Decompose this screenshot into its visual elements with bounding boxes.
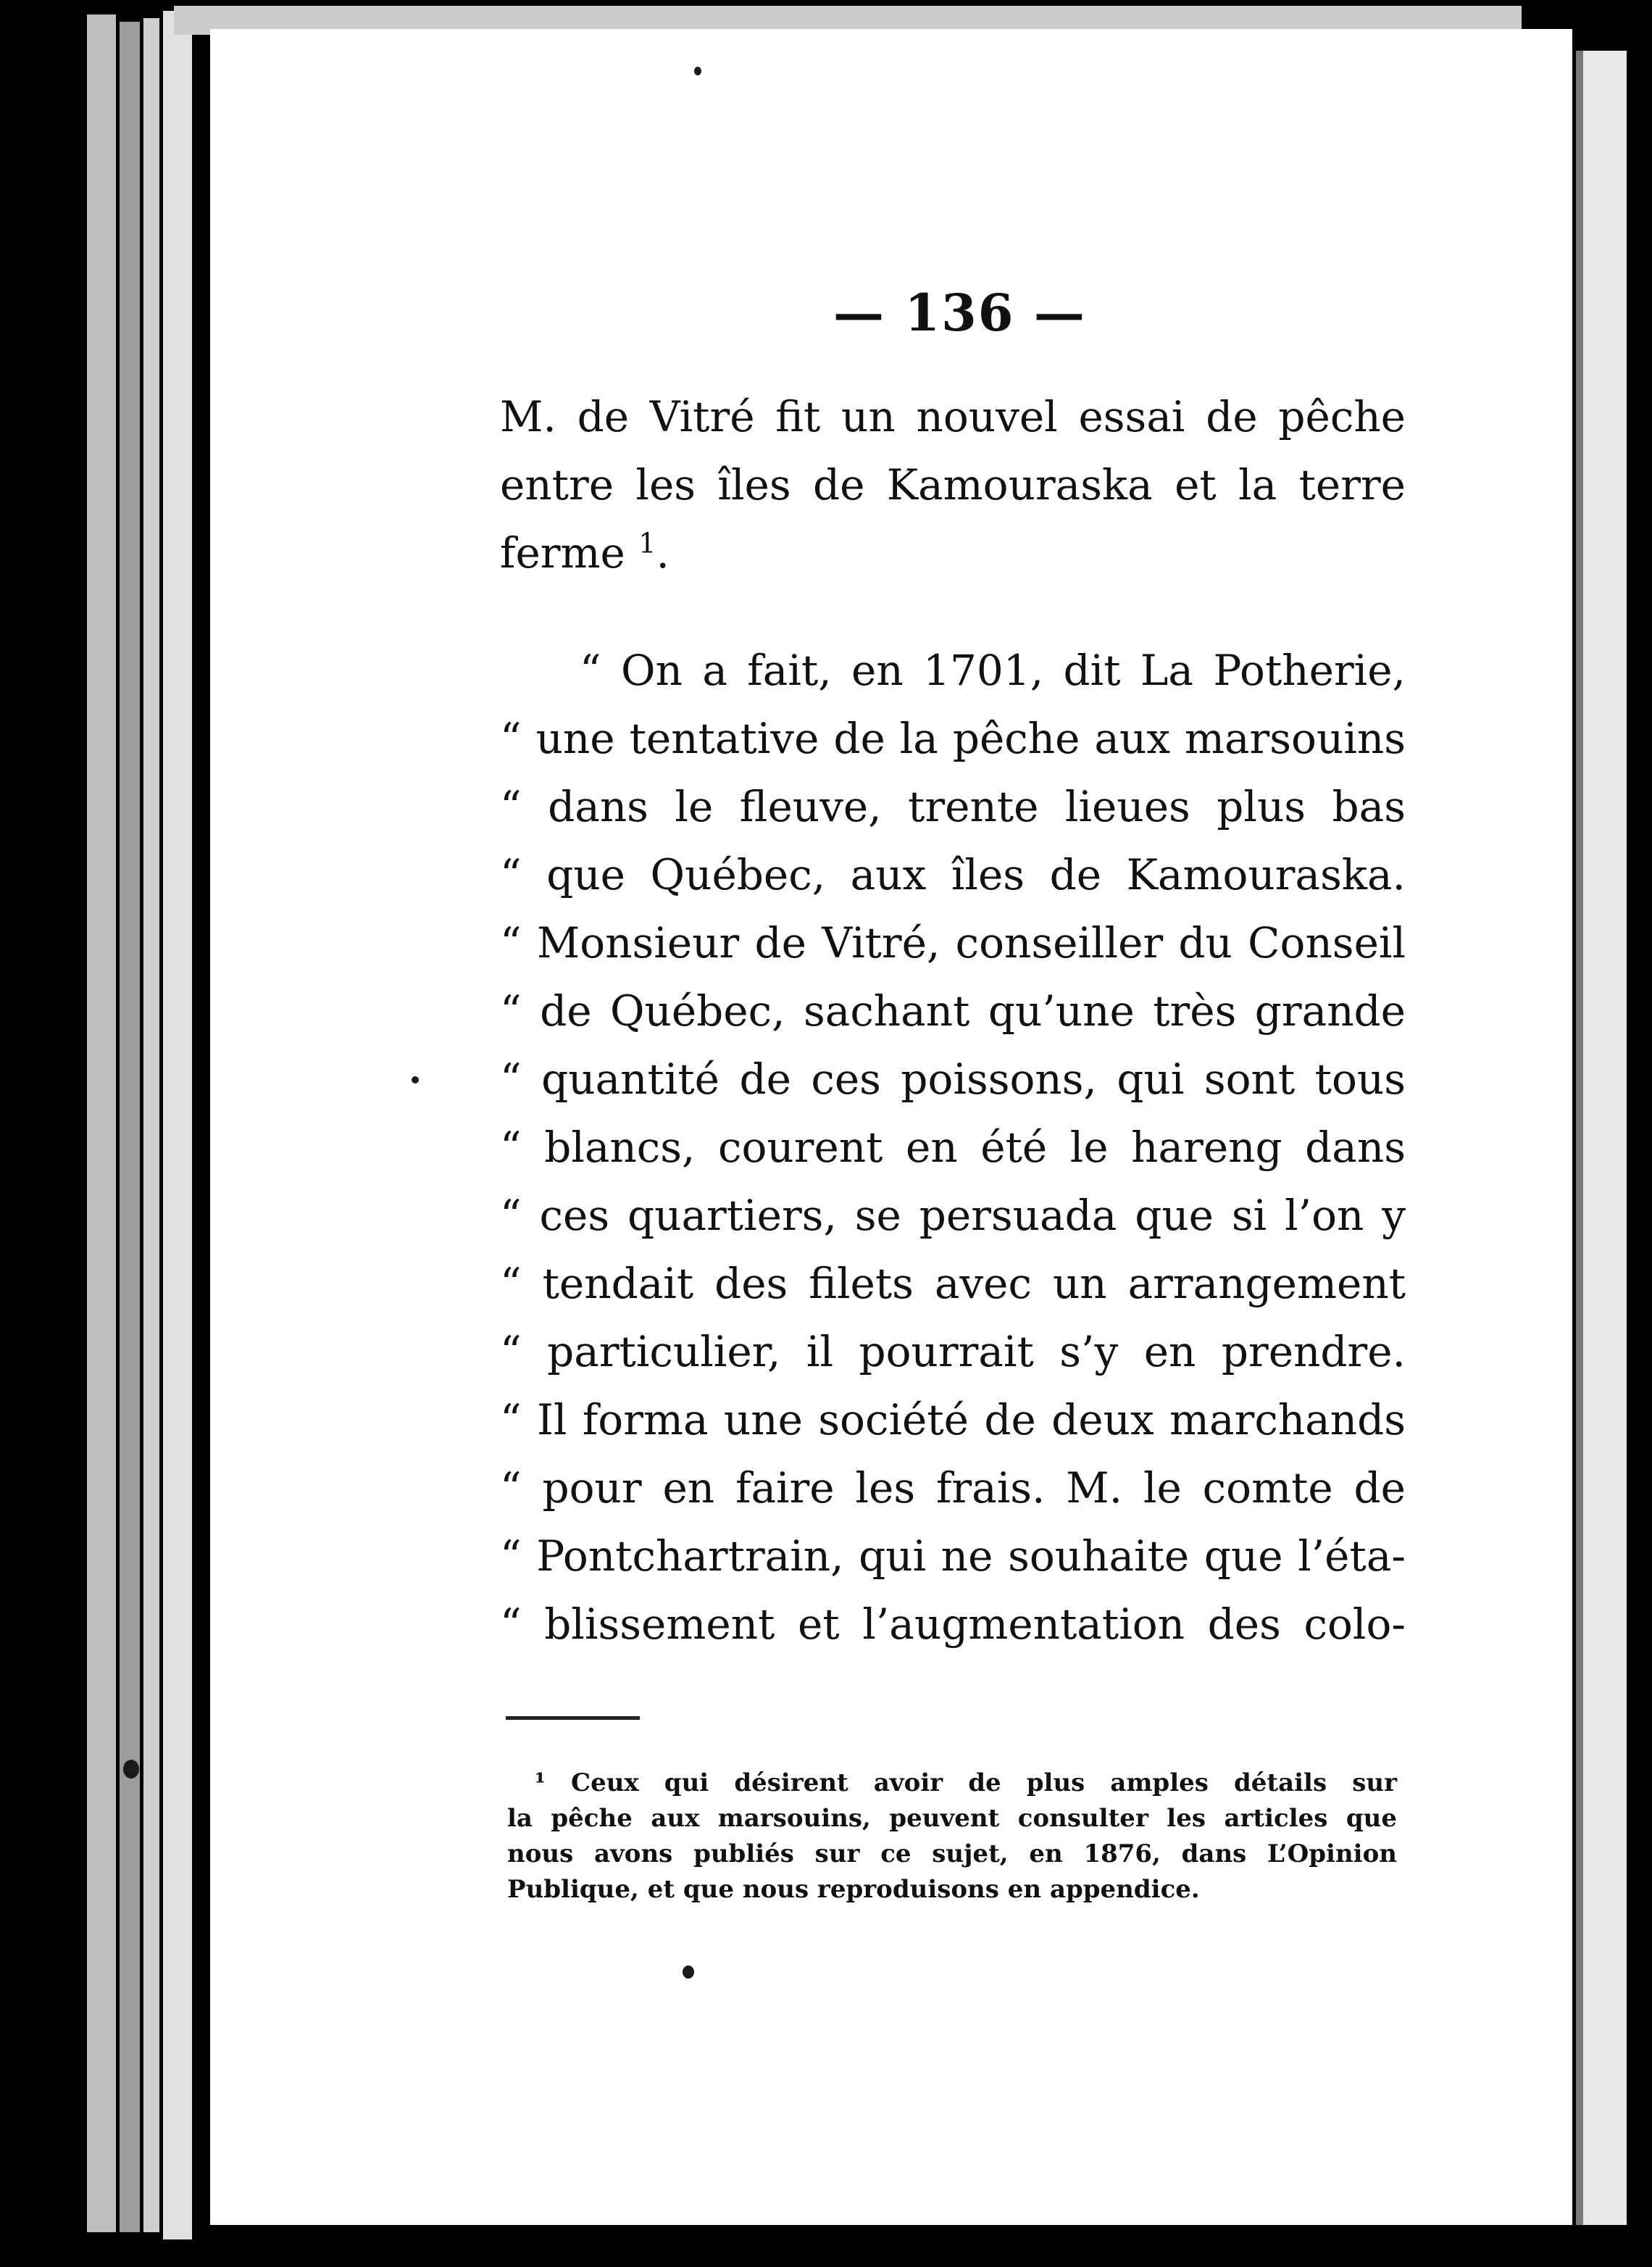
page-number: — 136 — [833,283,1086,343]
footnote-line: Publique, et que nous reproduisons en appendice. [507,1875,1200,1904]
speck [123,1760,139,1779]
text-line: “ tendait des filets avec un arrangement [500,1259,1406,1308]
text-line: “ une tentative de la pêche aux marsouins [500,714,1406,763]
footnote [507,1765,1397,1908]
text-line: “ que Québec, aux îles de Kamouraska. [500,850,1406,899]
text-line: “ Il forma une société de deux marchands [500,1395,1406,1444]
facing-page [1583,51,1627,2225]
footnote-line: la pêche aux marsouins, peuvent consulter les articles que [507,1804,1397,1833]
body-text [500,383,1406,1658]
footnote-line: nous avons publiés sur ce sujet, en 1876, dans L’Opinion [507,1839,1397,1868]
text-line: “ particulier, il pourrait s’y en prendre. [500,1327,1406,1376]
footnote-marker: ¹ [535,1768,546,1797]
text-line: “ blancs, courent en été le hareng dans [500,1123,1406,1172]
speck [412,1076,419,1083]
speck [683,1966,694,1979]
footnote-text: Ceux qui désirent avoir de plus amples détails sur [571,1768,1397,1797]
text-line: “ On a fait, en 1701, dit La Potherie, [580,646,1406,695]
text-line [500,519,1406,587]
text-line: “ de Québec, sachant qu’une très grande [500,986,1406,1036]
text-line: “ ces quartiers, se persuada que si l’on y [500,1191,1406,1240]
text-line: M. de Vitré fit un nouvel essai de pêche [500,392,1406,441]
book-edge [120,22,140,2232]
text-fragment: ferme [500,528,625,578]
footnote-separator [506,1716,640,1720]
speck [694,67,701,75]
text-line: “ Monsieur de Vitré, conseiller du Conseil [500,918,1406,968]
book-edge [143,18,159,2232]
text-fragment: . [656,528,669,578]
quoted-paragraph [500,636,1406,1658]
text-line: entre les îles de Kamouraska et la terre [500,460,1406,509]
footnote-line [507,1765,1397,1801]
text-line: “ dans le fleuve, trente lieues plus bas [500,782,1406,831]
book-edge [163,11,192,2239]
book-edge [87,14,116,2232]
text-line: “ quantité de ces poissons, qui sont tous [500,1055,1406,1104]
text-line: “ blissement et l’augmentation des colo- [500,1600,1406,1649]
text-line: “ pour en faire les frais. M. le comte de [500,1463,1406,1513]
text-line: “ Pontchartrain, qui ne souhaite que l’éta- [500,1531,1406,1581]
footnote-marker: 1 [638,527,656,560]
